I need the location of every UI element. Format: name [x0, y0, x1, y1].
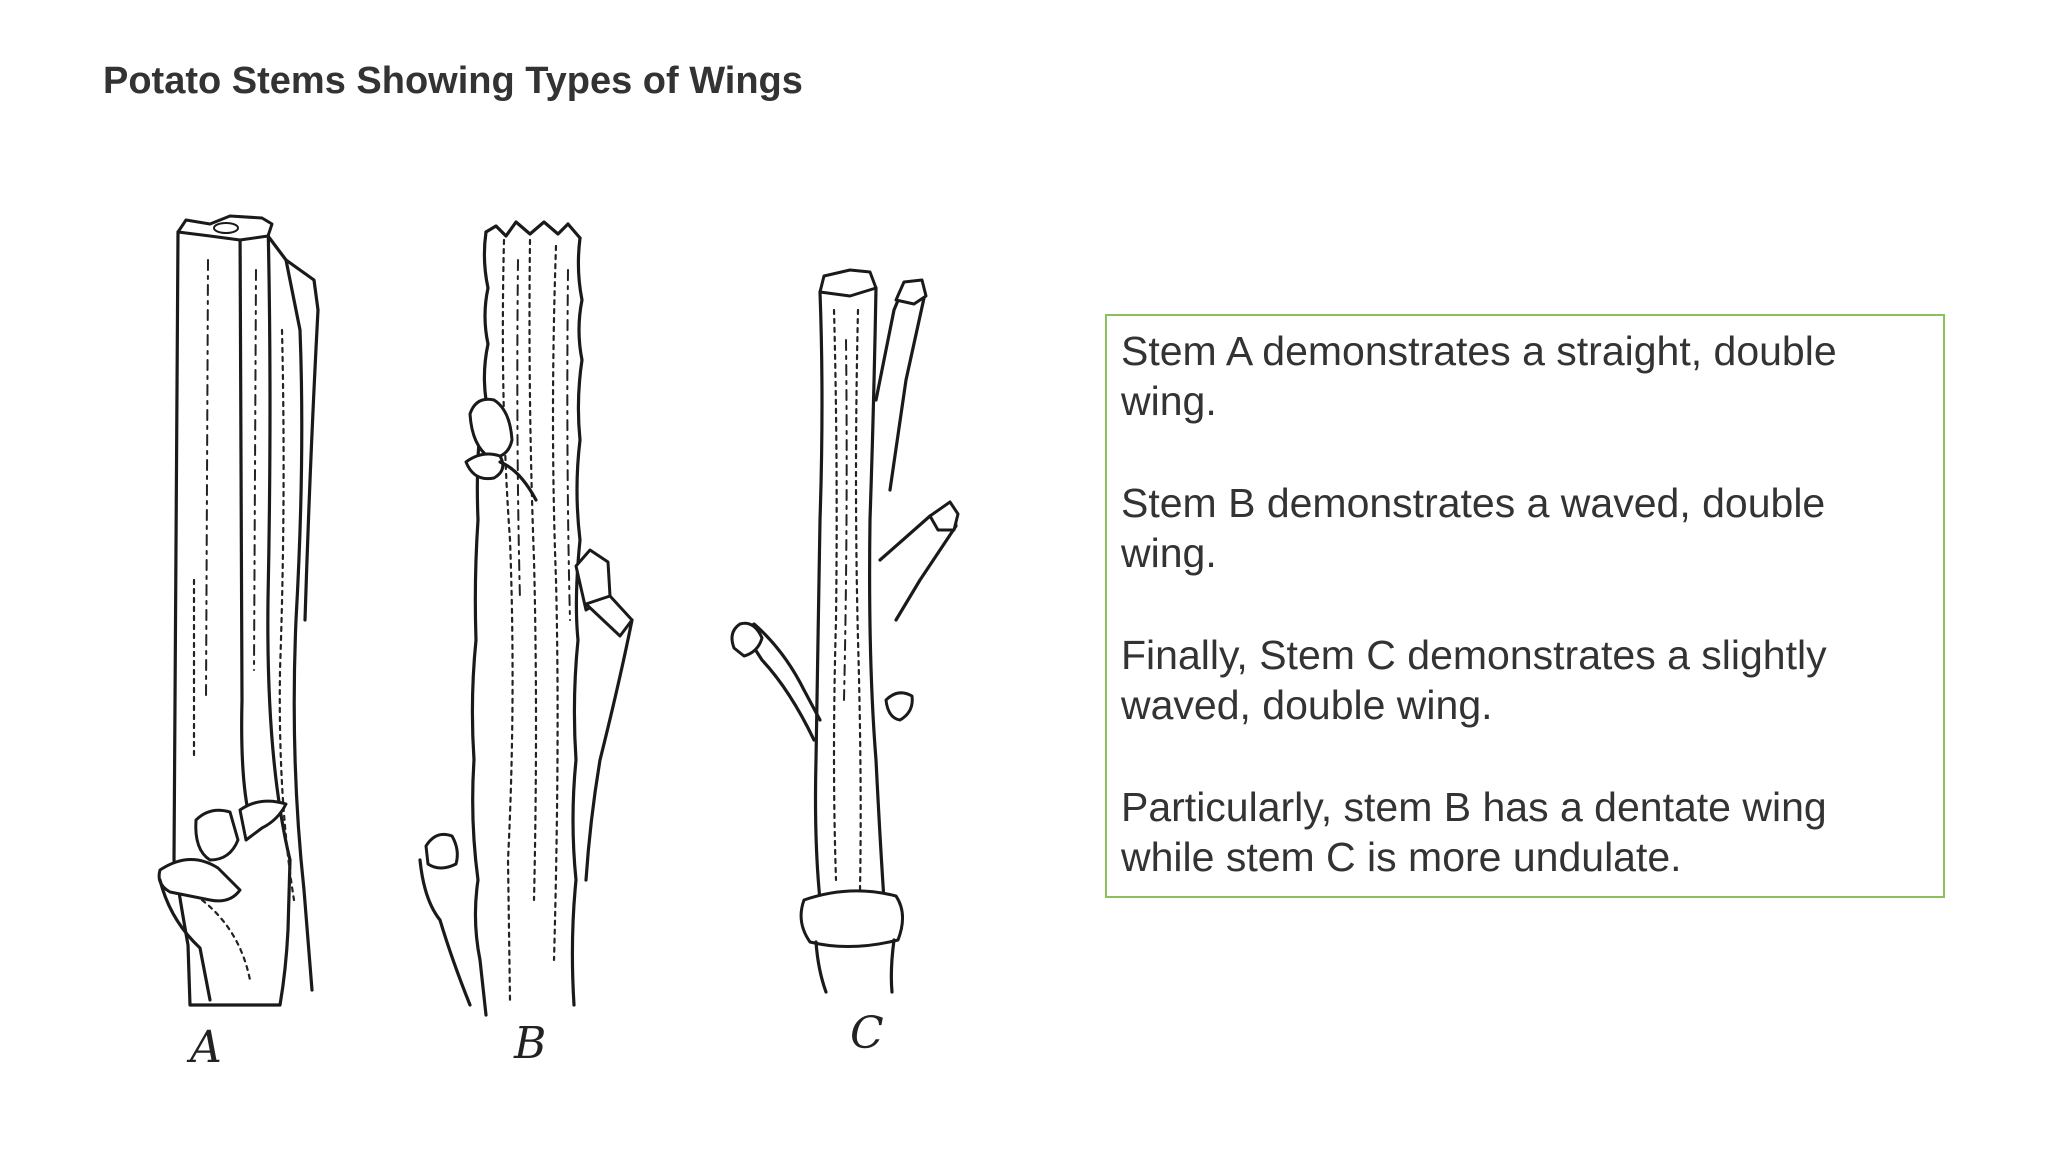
stem-a-drawing [159, 216, 318, 1073]
stem-b-label: B [514, 1018, 547, 1069]
caption-stem-c: Finally, Stem C demonstrates a slightly waved, double wing. [1121, 632, 1827, 728]
caption-comparison: Particularly, stem B has a dentate wing while stem C is more undulate. [1121, 784, 1827, 880]
slide-title: Potato Stems Showing Types of Wings [103, 60, 803, 102]
stem-c-label: C [850, 1008, 884, 1059]
stem-c-drawing [732, 270, 958, 1059]
stem-a-label: A [190, 1022, 222, 1073]
caption-stem-a: Stem A demonstrates a straight, double wing. [1121, 328, 1837, 424]
caption-box [1105, 314, 1945, 898]
potato-stems-illustration [90, 200, 1040, 1100]
stem-b-drawing [420, 222, 632, 1069]
caption-stem-b: Stem B demonstrates a waved, double wing. [1121, 480, 1826, 576]
